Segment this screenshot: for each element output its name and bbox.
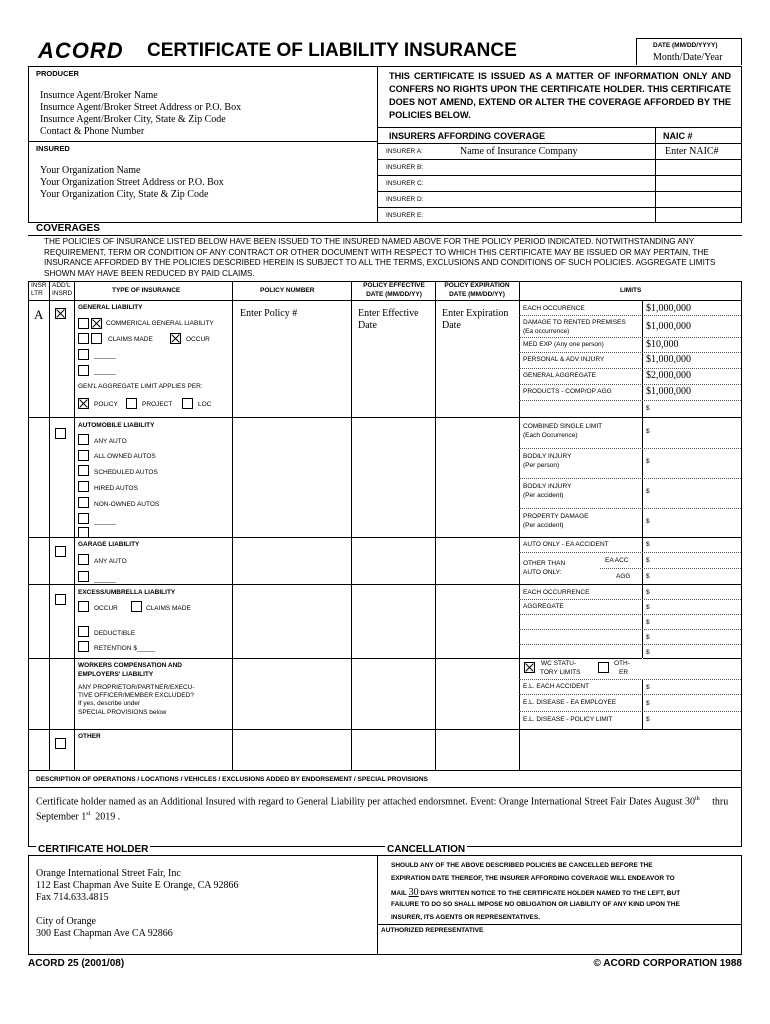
gl-title: GENERAL LIABILITY <box>78 304 143 311</box>
description-line-1: Certificate holder named as an Additional Insured with regard to General Liability per attached endorsmnet. Event: Orange International Street Fair Dates August 30 <box>36 796 695 808</box>
cancellation-text: SHOULD ANY OF THE ABOVE DESCRIBED POLICIES BE CANCELLED BEFORE THE <box>391 862 653 869</box>
gl-box-3[interactable] <box>78 349 89 360</box>
coverages-heading: COVERAGES <box>36 223 100 234</box>
gl-limit-value[interactable]: $1,000,000 <box>646 354 691 365</box>
description-year: 2019 . <box>95 811 121 823</box>
insurer-a-naic[interactable]: Enter NAIC# <box>665 146 719 157</box>
wc-er-label: ER <box>619 669 629 676</box>
garage-value[interactable]: $ <box>646 557 650 564</box>
coverages-text: THE POLICIES OF INSURANCE LISTED BELOW HAVE BEEN ISSUED TO THE INSURED NAMED ABOVE FOR THE POLICY PERIOD INDICATED. NOTWITHSTANDING ANY REQUIREMENT, TERM OR CONDITION OF ANY CONTRACT OR OTHER DOCUMENT WITH RESPECT TO WHICH THIS CERTIFICATE MAY BE ISSUED OR MAY PERTAIN, THE INSURANCE AFFORDED BY THE POLICIES DESCRIBED HEREIN IS SUBJECT TO ALL THE TERMS, EXCLUSIONS AND CONDITIONS OF SUCH POLICIES. AGGREGATE LIMITS SHOWN MAY HAVE BEEN REDUCED BY PAID CLAIMS. <box>44 237 716 278</box>
col-addl: ADD'L <box>52 282 71 289</box>
date-value[interactable]: Month/Date/Year <box>653 52 723 63</box>
producer-city[interactable]: Insurnce Agent/Broker City, State & Zip Code <box>40 114 226 125</box>
wc-disease-emp-label: E.L. DISEASE - EA EMPLOYEE <box>523 699 617 706</box>
certificate-notice: THIS CERTIFICATE IS ISSUED AS A MATTER OF INFORMATION ONLY AND CONFERS NO RIGHTS UPON THE CERTIFICATE HOLDER. THIS CERTIFICATE DOES NOT AMEND, EXTEND OR ALTER THE COVERAGE AFFORDED BY THE POLICIES BELOW. <box>389 71 731 120</box>
insured-name[interactable]: Your Organization Name <box>40 165 141 176</box>
excess-value[interactable]: $ <box>646 604 650 611</box>
all-owned-label: ALL OWNED AUTOS <box>94 453 156 460</box>
garage-any-auto-label: ANY AUTO <box>94 558 127 565</box>
auto-limit-label: BODILY INJURY <box>523 453 572 460</box>
excess-claims-made-label: CLAIMS MADE <box>146 605 191 612</box>
auto-limit-label: COMBINED SINGLE LIMIT <box>523 423 603 430</box>
excess-value[interactable]: $ <box>646 634 650 641</box>
other-addl-insured-checkbox[interactable] <box>55 738 66 749</box>
other-title: OTHER <box>78 733 101 740</box>
gl-limit-value[interactable]: $1,000,000 <box>646 321 691 332</box>
certificate-holder-heading: CERTIFICATE HOLDER <box>38 844 149 855</box>
gl-limit-value[interactable]: $10,000 <box>646 339 679 350</box>
all-owned-checkbox[interactable] <box>78 450 89 461</box>
holder-fax[interactable]: Fax 714.633.4815 <box>36 892 109 903</box>
gl-addl-insured-checkbox[interactable] <box>55 308 66 319</box>
commercial-gl-checkbox[interactable] <box>91 318 102 329</box>
description-heading: DESCRIPTION OF OPERATIONS / LOCATIONS / VEHICLES / EXCLUSIONS ADDED BY ENDORSEMENT / SPECIAL PROVISIONS <box>36 776 428 783</box>
deductible-checkbox[interactable] <box>78 626 89 637</box>
gl-box-4[interactable] <box>78 365 89 376</box>
wc-value[interactable]: $ <box>646 684 650 691</box>
insurer-e-label: INSURER E: <box>386 212 424 219</box>
wc-value[interactable]: $ <box>646 700 650 707</box>
wc-disease-pol-label: E.L. DISEASE - POLICY LIMIT <box>523 716 613 723</box>
auto-limit-sub: (Per accident) <box>523 492 564 499</box>
wc-question: TIVE OFFICER/MEMBER EXCLUDED? <box>78 692 194 699</box>
holder-address[interactable]: 112 East Chapman Ave Suite E Orange, CA 92866 <box>36 880 239 891</box>
claims-made-label: CLAIMS MADE <box>108 336 153 343</box>
gl-limit-label: MED EXP (Any one person) <box>523 341 604 348</box>
excess-addl-insured-checkbox[interactable] <box>55 594 66 605</box>
any-auto-checkbox[interactable] <box>78 434 89 445</box>
description-text[interactable] <box>36 793 736 824</box>
wc-other-checkbox[interactable] <box>598 662 609 673</box>
gl-limit-label: GENERAL AGGREGATE <box>523 372 596 379</box>
col-insrd: INSRD <box>52 290 73 297</box>
gl-box-1[interactable] <box>78 318 89 329</box>
garage-agg-label: AGG <box>616 573 631 580</box>
garage-ea-acc-label: EA ACC <box>605 557 629 564</box>
project-checkbox[interactable] <box>126 398 137 409</box>
hired-label: HIRED AUTOS <box>94 485 138 492</box>
copyright: © ACORD CORPORATION 1988 <box>593 958 742 969</box>
loc-checkbox[interactable] <box>182 398 193 409</box>
gl-insurer-letter[interactable]: A <box>34 307 44 322</box>
insurers-heading: INSURERS AFFORDING COVERAGE <box>389 131 546 141</box>
insurer-d-label: INSURER D: <box>386 196 424 203</box>
gl-expiration-date[interactable]: Enter Expiration Date <box>442 308 509 331</box>
loc-label: LOC <box>198 401 212 408</box>
occur-label: OCCUR <box>186 336 210 343</box>
naic-heading: NAIC # <box>663 131 693 141</box>
producer-label: PRODUCER <box>36 69 79 78</box>
gl-limit-value[interactable]: $2,000,000 <box>646 370 691 381</box>
insured-address[interactable]: Your Organization Street Address or P.O. Box <box>40 177 224 188</box>
wc-title: WORKERS COMPENSATION AND <box>78 662 182 669</box>
auto-blank-checkbox[interactable] <box>78 513 89 524</box>
garage-blank-checkbox[interactable] <box>78 571 89 582</box>
date-label: DATE (MM/DD/YYYY) <box>653 42 718 49</box>
hired-checkbox[interactable] <box>78 481 89 492</box>
cancellation-mail: MAIL <box>391 890 407 897</box>
description-sup-1: th <box>694 796 700 802</box>
auto-limit-value[interactable]: $ <box>646 428 650 435</box>
producer-contact[interactable]: Contact & Phone Number <box>40 126 145 137</box>
gl-limit-label: PRODUCTS - COMP/OP AGG <box>523 388 612 395</box>
scheduled-checkbox[interactable] <box>78 465 89 476</box>
any-auto-label: ANY AUTO <box>94 438 127 445</box>
excess-title: EXCESS/UMBRELLA LIABILITY <box>78 589 176 596</box>
excess-occur-label: OCCUR <box>94 605 118 612</box>
wc-title-2: EMPLOYERS' LIABILITY <box>78 671 154 678</box>
commercial-gl-label: COMMERICAL GENERAL LIABILITY <box>106 320 214 327</box>
auto-limit-label: PROPERTY DAMAGE <box>523 513 589 520</box>
auto-limit-value[interactable]: $ <box>646 488 650 495</box>
auto-limit-value[interactable]: $ <box>646 518 650 525</box>
col-expiration-2: DATE (MM/DD/YY) <box>449 291 505 298</box>
wc-statu-label: WC STATU- <box>541 660 577 667</box>
col-effective-2: DATE (MM/DD/YY) <box>366 291 422 298</box>
page-title: CERTIFICATE OF LIABILITY INSURANCE <box>147 40 517 61</box>
excess-each-occ-label: EACH OCCURRENCE <box>523 589 590 596</box>
garage-value[interactable]: $ <box>646 573 650 580</box>
auto-limit-label: BODILY INJURY <box>523 483 572 490</box>
wc-question: If yes, describe under <box>78 700 141 707</box>
cancellation-heading: CANCELLATION <box>387 844 466 855</box>
auto-limit-sub: (Per person) <box>523 462 560 469</box>
garage-other-than-label: OTHER THAN <box>523 560 566 567</box>
garage-value[interactable]: $ <box>646 541 650 548</box>
policy-checkbox[interactable] <box>78 398 89 409</box>
description-line-2: September 1 <box>36 811 87 823</box>
cancellation-text <box>391 887 680 898</box>
garage-auto-only2-label: AUTO ONLY: <box>523 569 562 576</box>
description-thru: thru <box>712 796 729 808</box>
producer-name[interactable]: Insurnce Agent/Broker Name <box>40 90 158 101</box>
auto-limit-sub: (Per accident) <box>523 522 564 529</box>
gl-limit-label: PERSONAL & ADV INJURY <box>523 356 605 363</box>
retention-checkbox[interactable] <box>78 641 89 652</box>
insurer-a-name[interactable]: Name of Insurance Company <box>460 146 578 157</box>
non-owned-label: NON-OWNED AUTOS <box>94 501 160 508</box>
wc-question: SPECIAL PROVISIONS below <box>78 709 167 716</box>
insurer-c-label: INSURER C: <box>386 180 424 187</box>
col-effective: POLICY EFFECTIVE <box>363 282 425 289</box>
gl-effective-date[interactable]: Enter Effective Date <box>358 308 419 331</box>
garage-title: GARAGE LIABILITY <box>78 541 140 548</box>
cancellation-text: INSURER, ITS AGENTS OR REPRESENTATIVES. <box>391 914 541 921</box>
non-owned-checkbox[interactable] <box>78 497 89 508</box>
col-policy-number: POLICY NUMBER <box>260 287 315 294</box>
garage-auto-only-label: AUTO ONLY - EA ACCIDENT <box>523 541 609 548</box>
gl-limit-value[interactable]: $1,000,000 <box>646 303 691 314</box>
cancellation-text: FAILURE TO DO SO SHALL IMPOSE NO OBLIGATION OR LIABILITY OF ANY KIND UPON THE <box>391 901 680 908</box>
policy-label: POLICY <box>94 401 118 408</box>
description-sup-2: st <box>86 811 91 818</box>
claims-made-checkbox[interactable] <box>91 333 102 344</box>
wc-tory-label: TORY LIMITS <box>540 669 581 676</box>
excess-value[interactable]: $ <box>646 619 650 626</box>
insurer-b-label: INSURER B: <box>386 164 424 171</box>
col-ltr: LTR <box>31 290 43 297</box>
cancellation-days[interactable]: 30 <box>408 887 419 898</box>
col-limits: LIMITS <box>620 287 642 294</box>
wc-question: ANY PROPRIETOR/PARTNER/EXECU- <box>78 684 195 691</box>
acord-logo: ACORD <box>38 38 124 63</box>
insurer-a-label: INSURER A: <box>386 148 423 155</box>
retention-label[interactable]: RETENTION $_____ <box>94 645 156 652</box>
form-number: ACORD 25 (2001/08) <box>28 958 125 969</box>
cancellation-text: EXPIRATION DATE THEREOF, THE INSURER AFFORDING COVERAGE WILL ENDEAVOR TO <box>391 875 675 882</box>
excess-value[interactable]: $ <box>646 589 650 596</box>
gl-limit-label: DAMAGE TO RENTED PREMISES (Ea occurrence) <box>523 319 626 335</box>
holder-city-address[interactable]: 300 East Chapman Ave CA 92866 <box>36 928 173 939</box>
garage-blank[interactable]: ______ <box>94 576 116 583</box>
wc-statutory-checkbox[interactable] <box>524 662 535 673</box>
garage-addl-insured-checkbox[interactable] <box>55 546 66 557</box>
gl-blank-2[interactable]: ______ <box>94 368 116 375</box>
insured-label: INSURED <box>36 144 70 153</box>
excess-value[interactable]: $ <box>646 649 650 656</box>
holder-city[interactable]: City of Orange <box>36 916 96 927</box>
auto-title: AUTOMOBILE LIABILITY <box>78 422 155 429</box>
insured-city[interactable]: Your Organization City, State & Zip Code <box>40 189 209 200</box>
occur-checkbox[interactable] <box>170 333 181 344</box>
excess-aggregate-label: AGGREGATE <box>523 603 564 610</box>
cancellation-rest: DAYS WRITTEN NOTICE TO THE CERTIFICATE HOLDER NAMED TO THE LEFT, BUT <box>420 890 681 897</box>
excess-claims-made-checkbox[interactable] <box>131 601 142 612</box>
project-label: PROJECT <box>142 401 173 408</box>
producer-address[interactable]: Insurnce Agent/Broker Street Address or P.O. Box <box>40 102 242 113</box>
gl-blank-1[interactable]: ______ <box>94 352 116 359</box>
auto-blank[interactable]: ______ <box>94 518 116 525</box>
col-type: TYPE OF INSURANCE <box>112 287 181 294</box>
deductible-label: DEDUCTIBLE <box>94 630 136 637</box>
gl-box-2[interactable] <box>78 333 89 344</box>
authorized-rep-label: AUTHORIZED REPRESENTATIVE <box>381 927 484 934</box>
scheduled-label: SCHEDULED AUTOS <box>94 469 158 476</box>
excess-occur-checkbox[interactable] <box>78 601 89 612</box>
gl-limit-value[interactable]: $ <box>646 405 650 412</box>
gl-agg-applies-label: GEN'L AGGREGATE LIMIT APPLIES PER: <box>78 383 203 390</box>
wc-each-accident-label: E.L. EACH ACCIDENT <box>523 683 590 690</box>
gl-limit-label: EACH OCCURENCE <box>523 305 585 312</box>
wc-oth-label: OTH- <box>614 660 630 667</box>
col-expiration: POLICY EXPIRATION <box>444 282 510 289</box>
auto-addl-insured-checkbox[interactable] <box>55 428 66 439</box>
holder-name[interactable]: Orange International Street Fair, Inc <box>36 868 181 879</box>
auto-limit-sub: (Each Occurrence) <box>523 432 578 439</box>
garage-any-auto-checkbox[interactable] <box>78 554 89 565</box>
auto-limit-value[interactable]: $ <box>646 458 650 465</box>
gl-policy-number[interactable]: Enter Policy # <box>240 308 298 319</box>
col-insr: INSR <box>31 282 47 289</box>
gl-limit-value[interactable]: $1,000,000 <box>646 386 691 397</box>
wc-value[interactable]: $ <box>646 716 650 723</box>
